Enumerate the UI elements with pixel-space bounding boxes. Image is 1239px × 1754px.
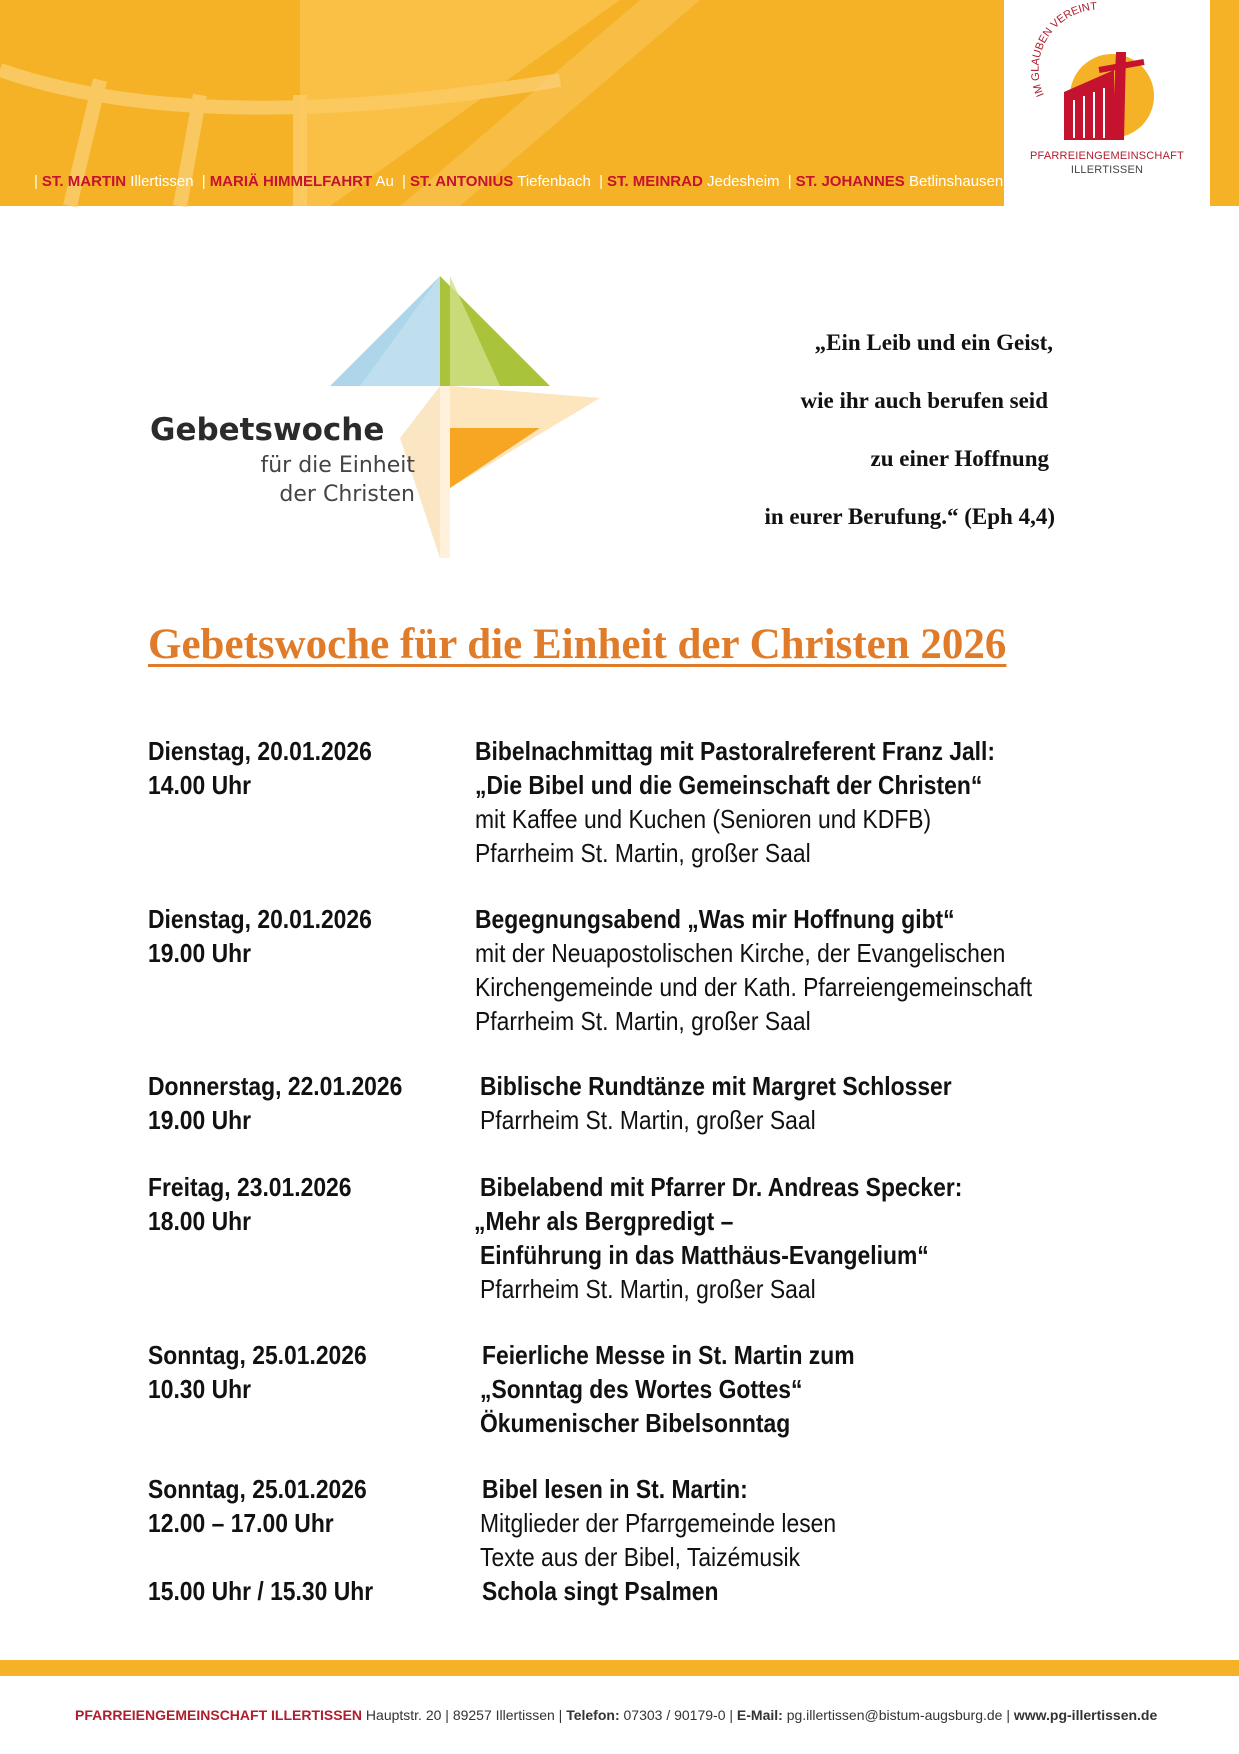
event-detail: Bibel lesen in St. Martin: <box>482 1474 748 1504</box>
quote-line-3: zu einer Hoffnung <box>870 446 1049 471</box>
parish-logo <box>1004 0 1210 206</box>
event-date: Donnerstag, 22.01.2026 <box>148 1071 403 1101</box>
event-detail: Begegnungsabend „Was mir Hoffnung gibt“ <box>475 904 955 934</box>
event-detail: mit der Neuapostolischen Kirche, der Evangelischen <box>475 938 1006 968</box>
parish-saint: ST. JOHANNES <box>795 173 905 190</box>
footer-bar <box>0 1660 1239 1676</box>
quote-line-4: in eurer Berufung.“ (Eph 4,4) <box>764 504 1055 529</box>
event-time: 10.30 Uhr <box>148 1374 252 1404</box>
header-banner <box>0 0 1004 206</box>
event-date: Freitag, 23.01.2026 <box>148 1172 352 1202</box>
gebetswoche-logo-title: Gebetswoche <box>150 412 385 448</box>
footer-org: PFARREIENGEMEINSCHAFT ILLERTISSEN <box>75 1707 363 1723</box>
quote-line-2: wie ihr auch berufen seid <box>800 388 1048 413</box>
gebetswoche-logo-subtitle-1: für die Einheit <box>260 453 415 478</box>
event-detail: Einführung in das Matthäus-Evangelium“ <box>480 1240 929 1270</box>
footer-email-label: E-Mail: <box>736 1707 783 1723</box>
footer-website-link[interactable]: www.pg-illertissen.de <box>1013 1707 1158 1723</box>
event-detail: Bibelabend mit Pfarrer Dr. Andreas Specker: <box>480 1172 963 1202</box>
event-date: Dienstag, 20.01.2026 <box>148 736 372 766</box>
parish-saint: MARIÄ HIMMELFAHRT <box>209 173 373 190</box>
event-detail: Texte aus der Bibel, Taizémusik <box>480 1542 801 1572</box>
event-date: Sonntag, 25.01.2026 <box>148 1474 367 1504</box>
event-detail: Pfarrheim St. Martin, großer Saal <box>475 838 811 868</box>
event-detail: Feierliche Messe in St. Martin zum <box>482 1340 855 1370</box>
parish-list: | ST. MARTIN Illertissen | MARIÄ HIMMELFAHRT Au | ST. ANTONIUS Tiefenbach | ST. MEINRAD Jedesheim | ST. JOHANNES Betlinshausen <box>34 173 1004 190</box>
event-detail: Kirchengemeinde und der Kath. Pfarreiengemeinschaft <box>475 972 1033 1002</box>
event-detail: Pfarrheim St. Martin, großer Saal <box>480 1105 816 1135</box>
parish-saint: ST. ANTONIUS <box>409 173 514 190</box>
logo-arc-text: IM GLAUBEN VEREINT <box>1029 0 1098 99</box>
event-detail: Biblische Rundtänze mit Margret Schlosser <box>480 1071 952 1101</box>
event-time: 18.00 Uhr <box>148 1206 252 1236</box>
event-date: Dienstag, 20.01.2026 <box>148 904 372 934</box>
event-time: 15.00 Uhr / 15.30 Uhr <box>148 1576 374 1606</box>
logo-caption-line2: ILLERTISSEN <box>1070 164 1144 176</box>
banner-right-strip <box>1210 0 1239 206</box>
footer-address: Hauptstr. 20 | 89257 Illertissen | <box>365 1707 563 1723</box>
event-time: 19.00 Uhr <box>148 938 252 968</box>
event-detail: Pfarrheim St. Martin, großer Saal <box>480 1274 816 1304</box>
event-time: 12.00 – 17.00 Uhr <box>148 1508 334 1538</box>
footer-phone-label: Telefon: <box>566 1707 620 1723</box>
parish-logo-icon <box>1004 0 1210 150</box>
event-time: 14.00 Uhr <box>148 770 252 800</box>
main-title: Gebetswoche für die Einheit der Christen 2026 <box>148 621 1007 668</box>
event-time: 19.00 Uhr <box>148 1105 252 1135</box>
parish-place: Betlinshausen <box>908 173 1004 190</box>
logo-caption-line1: PFARREIENGEMEINSCHAFT <box>1030 150 1184 162</box>
event-detail: Mitglieder der Pfarrgemeinde lesen <box>480 1508 837 1538</box>
parish-saint: ST. MARTIN <box>41 173 127 190</box>
quote-line-1: „Ein Leib und ein Geist, <box>814 330 1053 355</box>
parish-place: Tiefenbach <box>517 173 591 190</box>
event-detail: „Sonntag des Wortes Gottes“ <box>480 1374 803 1404</box>
event-detail: „Die Bibel und die Gemeinschaft der Christen“ <box>475 770 983 800</box>
event-detail: „Mehr als Bergpredigt – <box>474 1206 734 1236</box>
event-detail: Schola singt Psalmen <box>482 1576 719 1606</box>
parish-place: Jedesheim <box>706 173 780 190</box>
event-detail: Pfarrheim St. Martin, großer Saal <box>475 1006 811 1036</box>
parish-saint: ST. MEINRAD <box>606 173 703 190</box>
event-detail: Bibelnachmittag mit Pastoralreferent Franz Jall: <box>475 736 996 766</box>
gebetswoche-logo-subtitle-2: der Christen <box>279 482 415 507</box>
event-date: Sonntag, 25.01.2026 <box>148 1340 367 1370</box>
footer-contact <box>75 1707 1157 1723</box>
footer-email-link[interactable]: pg.illertissen@bistum-augsburg.de | <box>786 1707 1010 1723</box>
parish-place: Illertissen <box>130 173 194 190</box>
event-detail: Ökumenischer Bibelsonntag <box>480 1408 791 1438</box>
parish-place: Au <box>375 173 394 190</box>
event-detail: mit Kaffee und Kuchen (Senioren und KDFB) <box>475 804 932 834</box>
footer-phone: 07303 / 90179-0 | <box>623 1707 734 1723</box>
